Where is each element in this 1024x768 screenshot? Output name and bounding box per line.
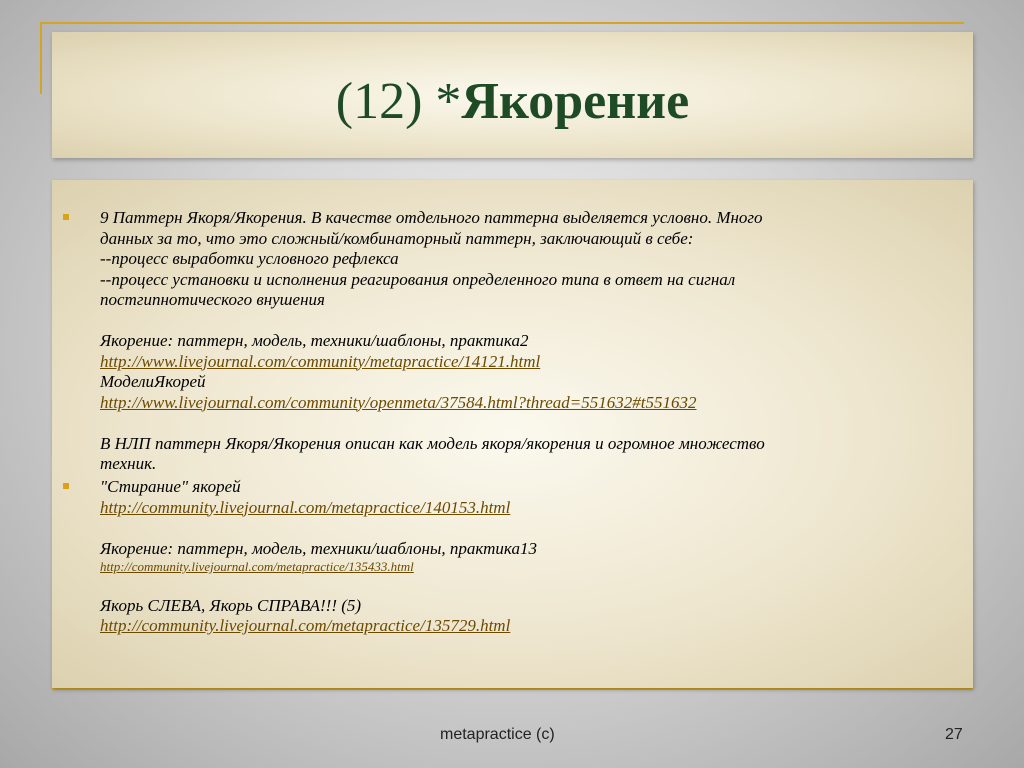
reference-link[interactable]: http://www.livejournal.com/community/metapractice/14121.html [100,351,541,371]
reference-label: Якорение: паттерн, модель, техники/шаблоны, практика13 [100,538,537,558]
bullet-item-1 [100,208,960,475]
bullet-square-icon [63,483,69,489]
content-box [52,180,973,688]
slide-title [52,72,973,132]
text-line: техник. [100,454,157,473]
frame-line-top [40,22,964,24]
frame-line-left [40,22,42,94]
title-prefix: (12) * [335,73,462,130]
reference-link[interactable]: http://community.livejournal.com/metapractice/135433.html [100,559,414,574]
text-line: В НЛП паттерн Якоря/Якорения описан как модель якоря/якорения и огромное множество [100,433,765,453]
page-number: 27 [945,726,963,743]
reference-link[interactable]: http://community.livejournal.com/metapractice/140153.html [100,497,511,517]
reference-label: Якорение: паттерн, модель, техники/шаблоны, практика2 [100,331,529,350]
spacer [100,575,960,596]
reference-label: МоделиЯкорей [100,372,206,391]
bullet-item-2 [100,477,960,637]
title-main: Якорение [461,73,690,130]
text-line: --процесс установки и исполнения реагирования определенного типа в ответ на сигнал [100,269,736,289]
title-box [52,32,973,158]
reference-label: "Стирание" якорей [100,477,241,496]
frame-line-bottom [52,688,973,690]
text-line: 9 Паттерн Якоря/Якорения. В качестве отдельного паттерна выделяется условно. Много [100,208,763,227]
spacer [100,518,960,539]
reference-link[interactable]: http://community.livejournal.com/metapractice/135729.html [100,616,511,635]
text-line: постгипнотического внушения [100,290,325,309]
text-line: данных за то, что это сложный/комбинаторный паттерн, заключающий в себе: [100,228,694,248]
bullet-square-icon [63,214,69,220]
spacer [100,413,960,434]
spacer [100,311,960,332]
reference-link[interactable]: http://www.livejournal.com/community/openmeta/37584.html?thread=551632#t551632 [100,392,697,412]
footer-text: metapractice (c) [440,726,555,743]
text-line: --процесс выработки условного рефлекса [100,249,399,268]
reference-label: Якорь СЛЕВА, Якорь СПРАВА!!! (5) [100,595,362,615]
